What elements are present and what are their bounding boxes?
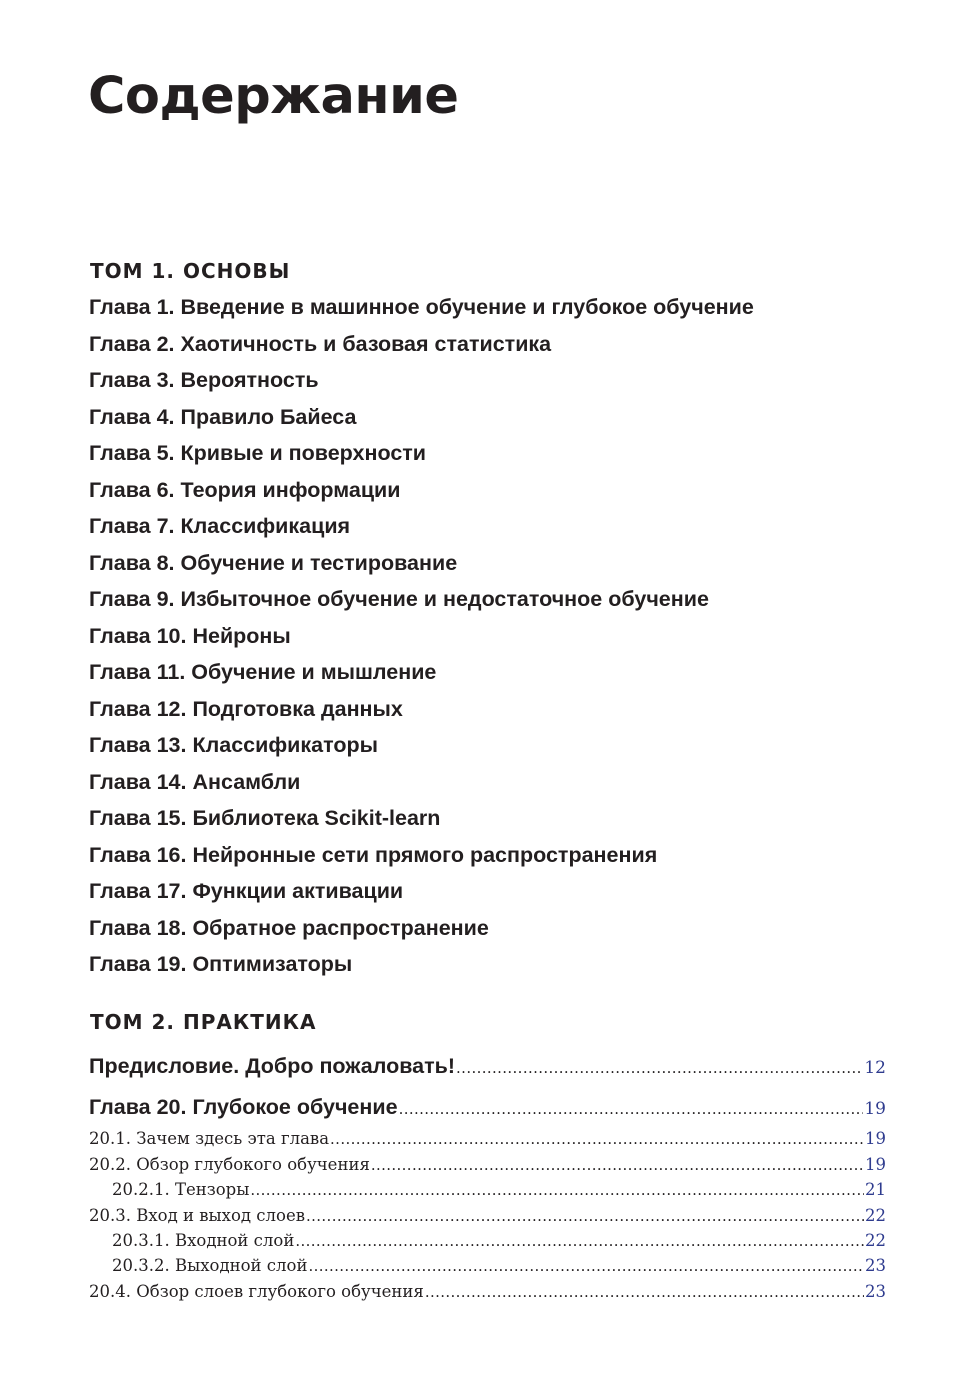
toc-entry-subsection[interactable] [89, 1228, 886, 1254]
dot-leader [399, 1094, 864, 1124]
dot-leader [308, 1254, 864, 1279]
toc-page-number: 19 [865, 1155, 886, 1174]
chapter-entry[interactable]: Глава 13. Классификаторы [89, 733, 378, 757]
chapter-entry[interactable]: Глава 17. Функции активации [89, 879, 404, 903]
volume-2-heading: ТОМ 2. ПРАКТИКА [90, 1010, 317, 1034]
chapter-entry[interactable]: Глава 11. Обучение и мышление [89, 660, 437, 684]
toc-page-number: 23 [865, 1282, 886, 1301]
chapter-entry[interactable]: Глава 14. Ансамбли [89, 769, 301, 794]
toc-entry-title: 20.2. Обзор глубокого обучения [89, 1155, 370, 1174]
toc-entry-preface[interactable] [89, 1051, 886, 1083]
chapter-entry[interactable]: Глава 6. Теория информации [89, 477, 401, 502]
toc-entry-subsection[interactable] [89, 1177, 886, 1203]
chapter-entry[interactable]: Глава 3. Вероятность [89, 368, 319, 392]
toc-entry-title: 20.3.2. Выходной слой [112, 1256, 308, 1275]
dot-leader [306, 1204, 864, 1229]
toc-entry-title: 20.1. Зачем здесь эта глава [89, 1129, 330, 1148]
toc-entry-section[interactable] [89, 1279, 886, 1305]
toc-entry-title: 20.3.1. Входной слой [112, 1231, 295, 1250]
chapter-entry[interactable]: Глава 4. Правило Байеса [89, 404, 357, 429]
toc-page-number: 22 [865, 1206, 886, 1225]
dot-leader [371, 1153, 864, 1178]
volume-1-chapter-list [89, 292, 754, 986]
toc-entry-section[interactable] [89, 1152, 886, 1178]
chapter-entry[interactable]: Глава 18. Обратное распространение [89, 915, 489, 940]
chapter-entry[interactable]: Глава 19. Оптимизаторы [89, 952, 353, 976]
volume-1-heading: ТОМ 1. ОСНОВЫ [90, 259, 291, 283]
chapter-entry[interactable]: Глава 7. Классификация [89, 514, 351, 538]
toc-page-number: 19 [864, 1099, 886, 1119]
toc-page-number: 19 [865, 1129, 886, 1148]
chapter-entry[interactable]: Глава 8. Обучение и тестирование [89, 550, 458, 575]
toc-entry-section[interactable] [89, 1126, 886, 1152]
chapter-entry[interactable]: Глава 1. Введение в машинное обучение и глубокое обучение [89, 295, 754, 319]
chapter-entry[interactable]: Глава 10. Нейроны [89, 623, 291, 648]
toc-page-number: 23 [865, 1256, 886, 1275]
page-title: Содержание [88, 67, 459, 126]
chapter-entry[interactable]: Глава 12. Подготовка данных [89, 696, 403, 721]
toc-entry-title: 20.3. Вход и выход слоев [89, 1206, 306, 1225]
chapter-entry[interactable]: Глава 5. Кривые и поверхности [89, 441, 427, 465]
dot-leader [456, 1053, 863, 1083]
toc-entry-subsection[interactable] [89, 1253, 886, 1279]
toc-entry-section[interactable] [89, 1203, 886, 1229]
dot-leader [250, 1178, 864, 1203]
dot-leader [425, 1280, 864, 1305]
dot-leader [330, 1127, 864, 1152]
toc-entry-title: 20.4. Обзор слоев глубокого обучения [89, 1282, 424, 1301]
toc-entry-title: Предисловие. Добро пожаловать! [89, 1054, 456, 1078]
toc-page-number: 12 [864, 1058, 886, 1078]
chapter-entry[interactable]: Глава 9. Избыточное обучение и недостаточное обучение [89, 587, 709, 611]
toc-page-number: 21 [865, 1180, 886, 1199]
toc-entry-title: 20.2.1. Тензоры [112, 1180, 250, 1199]
dot-leader [295, 1229, 864, 1254]
chapter-entry[interactable]: Глава 2. Хаотичность и базовая статистика [89, 331, 552, 356]
toc-page-number: 22 [865, 1231, 886, 1250]
toc-entry-title: Глава 20. Глубокое обучение [89, 1095, 398, 1119]
chapter-entry[interactable]: Глава 16. Нейронные сети прямого распространения [89, 842, 658, 867]
toc-entry-chapter-20[interactable] [89, 1092, 886, 1124]
chapter-entry[interactable]: Глава 15. Библиотека Scikit-learn [89, 806, 441, 830]
